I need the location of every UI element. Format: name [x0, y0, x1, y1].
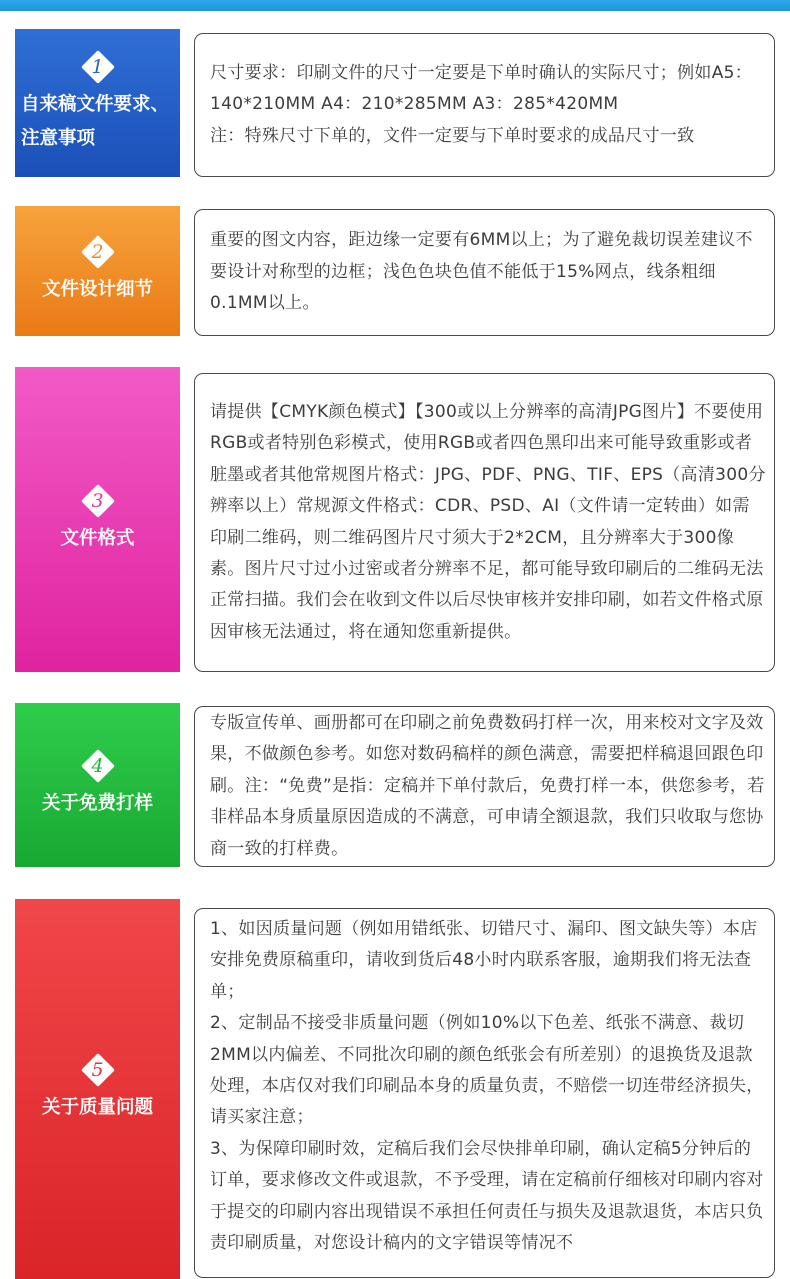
section-3-paragraph: 请提供【CMYK颜色模式】【300或以上分辨率的高清JPG图片】不要使用RGB或者特别色彩模式，使用RGB或者四色黑印出来可能导致重影或者脏墨或者其他常规图片格式：JPG、PDF、PNG、TIF、EPS（高清300分辨率以上）常规源文件格式：CDR、PSD、AI（文件请一定转曲）如需印刷二维码，则二维码图片尺寸须大于2*2CM，且分辨率大于300像素。图片尺寸过小过密或者分辨率不足，都可能导致印刷后的二维码无法正常扫描。我们会在收到文件以后尽快审核并安排印刷，如若文件格式原因审核无法通过，将在通知您重新提供。	[210, 401, 766, 642]
section-4-title: 关于免费打样	[41, 793, 153, 814]
section-3-number: 3	[91, 489, 104, 512]
top-accent-bar	[0, 0, 790, 11]
section-5-content	[194, 908, 775, 1278]
number-diamond-icon	[81, 50, 115, 84]
number-diamond-icon	[81, 749, 115, 783]
section-2-title: 文件设计细节	[41, 279, 153, 300]
section-1-badge	[15, 29, 180, 177]
section-2-badge	[15, 206, 180, 336]
section-4-badge	[15, 703, 180, 867]
section-3-badge	[15, 367, 180, 672]
section-5-badge	[15, 899, 180, 1279]
section-5-paragraph: 3、为保障印刷时效，定稿后我们会尽快排单印刷，确认定稿5分钟后的订单，要求修改文件或退款，不予受理，请在定稿前仔细核对印刷内容对于提交的印刷内容出现错误不承担任何责任与损失及退款退货，本店只负责印刷质量，对您设计稿内的文字错误等情况不	[210, 1138, 764, 1254]
section-3-content	[194, 373, 775, 672]
section-4-number: 4	[91, 755, 104, 777]
section-4-paragraph: 专版宣传单、画册都可在印刷之前免费数码打样一次，用来校对文字及效果，不做颜色参考。如您对数码稿样的颜色满意，需要把样稿退回跟色印刷。注：“免费”是指：定稿并下单付款后，免费打样一本，供您参考，若非样品本身质量原因造成的不满意，可申请全额退款，我们只收取与您协商一致的打样费。	[210, 712, 765, 859]
section-5-title: 关于质量问题	[41, 1097, 153, 1118]
section-4-content	[194, 706, 775, 867]
section-2-number: 2	[91, 241, 104, 263]
section-1-paragraph: 尺寸要求：印刷文件的尺寸一定要是下单时确认的实际尺寸；例如A5：140*210MM A4：210*285MM A3：285*420MM	[210, 62, 753, 115]
section-1-paragraph: 注：特殊尺寸下单的，文件一定要与下单时要求的成品尺寸一致	[210, 125, 695, 146]
section-2-paragraph: 重要的图文内容，距边缘一定要有6MM以上；为了避免裁切误差建议不要设计对称型的边框；浅色色块色值不能低于15%网点，线条粗细0.1MM以上。	[210, 230, 753, 314]
section-2-content	[194, 209, 775, 336]
section-5-number: 5	[91, 1059, 104, 1081]
number-diamond-icon	[81, 484, 115, 518]
section-1-title: 自来稿文件要求、 注意事项	[21, 94, 170, 149]
section-3-title: 文件格式	[60, 527, 135, 549]
section-5-paragraph: 2、定制品不接受非质量问题（例如10%以下色差、纸张不满意、裁切2MM以内偏差、不同批次印刷的颜色纸张会有所差别）的退换货及退款处理，本店仅对我们印刷品本身的质量负责，不赔偿一切连带经济损失，请买家注意；	[210, 1013, 764, 1128]
number-diamond-icon	[81, 1053, 115, 1087]
number-diamond-icon	[81, 235, 115, 269]
section-5-paragraph: 1、如因质量问题（例如用错纸张、切错尺寸、漏印、图文缺失等）本店安排免费原稿重印，请收到货后48小时内联系客服，逾期我们将无法查单；	[210, 919, 758, 1002]
section-1-number: 1	[91, 56, 104, 78]
section-1-content	[194, 33, 775, 177]
